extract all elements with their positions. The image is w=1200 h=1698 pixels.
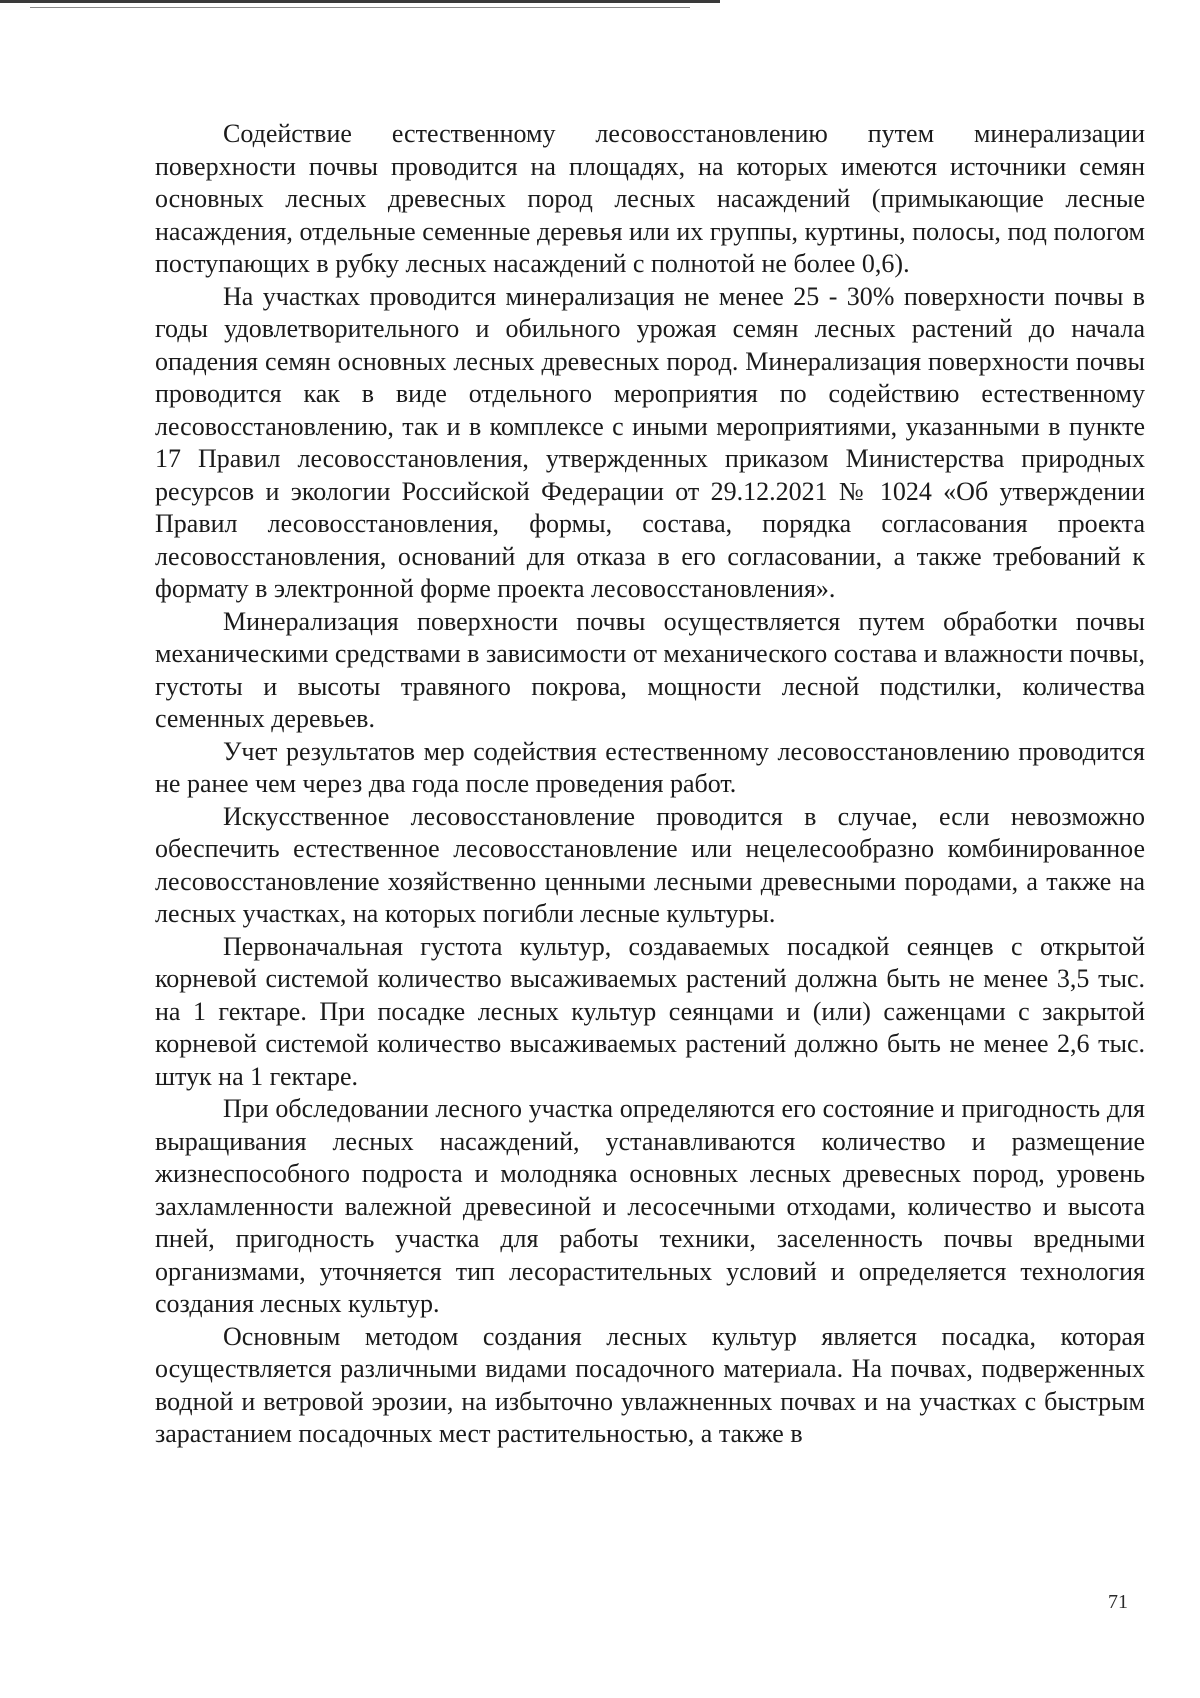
paragraph-mineralization-scope: На участках проводится минерализация не менее 25 - 30% поверхности почвы в годы удовлетворительного и обильного урожая семян лесных растений до начала опадения семян основных лесных древесных пород. Минерализация поверхности почвы проводится как в виде отдельного мероприятия по содействию естественному лесовосстановлению, так и в комплексе с иными мероприятиями, указанными в пункте 17 Правил лесовосстановления, утвержденных приказом Министерства природных ресурсов и экологии Российской Федерации от 29.12.2021 № 1024 «Об утверждении Правил лесовосстановления, формы, состава, порядка согласования проекта лесовосстановления, оснований для отказа в его согласовании, а также требований к формату в электронной форме проекта лесовосстановления». — [155, 281, 1145, 603]
paragraph-soil-processing: Минерализация поверхности почвы осуществляется путем обработки почвы механическими средствами в зависимости от механического состава и влажности почвы, густоты и высоты травяного покрова, мощности лесной подстилки, количества семенных деревьев. — [155, 606, 1145, 733]
paragraph-initial-density: Первоначальная густота культур, создаваемых посадкой сеянцев с открытой корневой системой количество высаживаемых растений должна быть не менее 3,5 тыс. на 1 гектаре. При посадке лесных культур сеянцами и (или) саженцами с закрытой корневой системой количество высаживаемых растений должно быть не менее 2,6 тыс. штук на 1 гектаре. — [155, 931, 1145, 1091]
scan-top-rule-thin — [30, 7, 690, 8]
page-number: 71 — [1108, 1591, 1128, 1613]
paragraph-mineralization-conditions: Содействие естественному лесовосстановлению путем минерализации поверхности почвы проводится на площадях, на которых имеются источники семян основных лесных древесных пород лесных насаждений (примыкающие лесные насаждения, отдельные семенные деревья или их группы, куртины, полосы, под пологом поступающих в рубку лесных насаждений с полнотой не более 0,6). — [155, 119, 1145, 278]
paragraph-planting-method: Основным методом создания лесных культур является посадка, которая осуществляется различными видами посадочного материала. На почвах, подверженных водной и ветровой эрозии, на избыточно увлажненных почвах и на участках с быстрым зарастанием посадочных мест растительностью, а также в — [155, 1321, 1145, 1448]
paragraph-results-accounting: Учет результатов мер содействия естественному лесовосстановлению проводится не ранее чем через два года после проведения работ. — [155, 736, 1145, 798]
paragraph-site-survey: При обследовании лесного участка определяются его состояние и пригодность для выращивания лесных насаждений, устанавливаются количество и размещение жизнеспособного подроста и молодняка основных лесных древесных пород, уровень захламленности валежной древесиной и лесосечными отходами, количество и высота пней, пригодность участка для работы техники, заселенность почвы вредными организмами, уточняется тип лесорастительных условий и определяется технология создания лесных культур. — [155, 1094, 1145, 1318]
paragraph-artificial-reforestation: Искусственное лесовосстановление проводится в случае, если невозможно обеспечить естественное лесовосстановление или нецелесообразно комбинированное лесовосстановление хозяйственно ценными лесными древесными породами, а также на лесных участках, на которых погибли лесные культуры. — [155, 801, 1145, 928]
document-body — [155, 118, 1145, 1451]
scan-top-rule — [0, 0, 720, 3]
